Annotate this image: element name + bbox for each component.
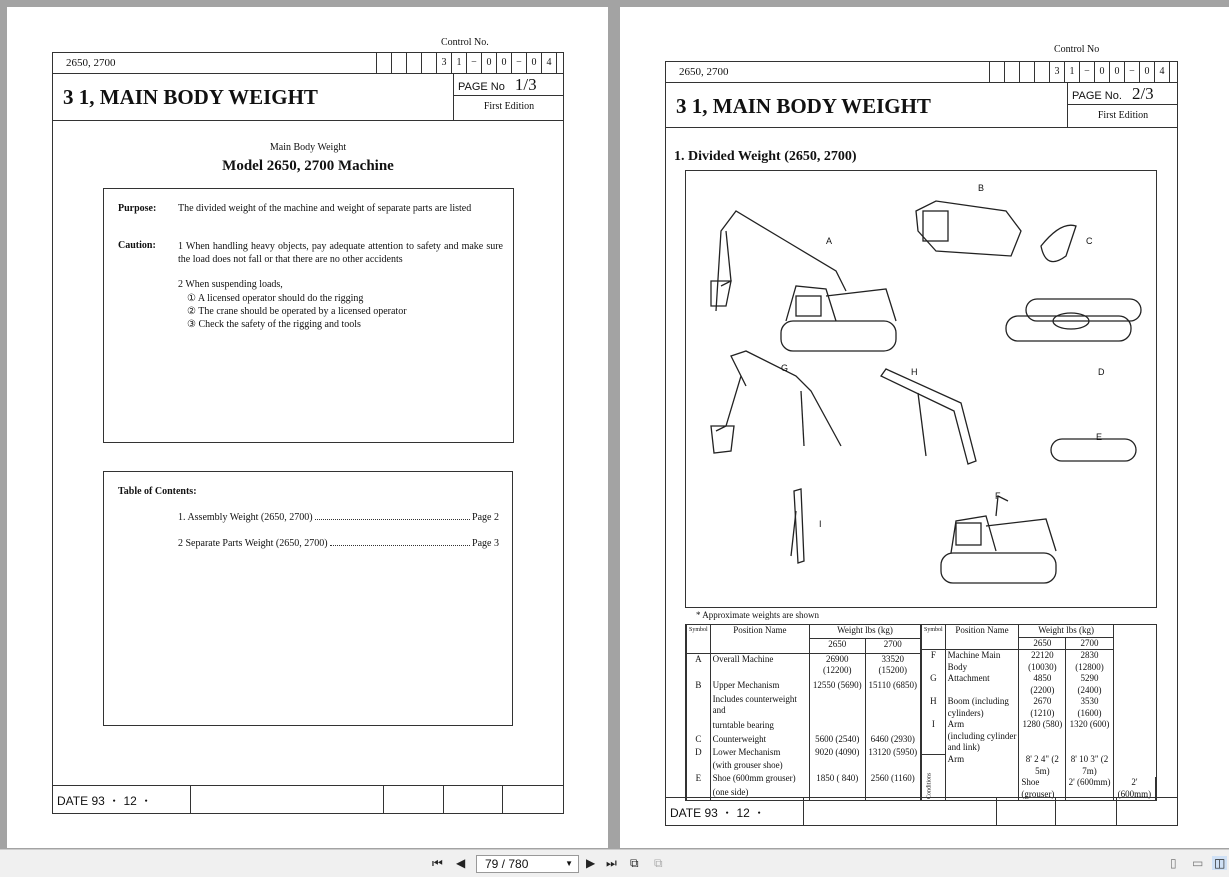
table-row: [687, 720, 921, 733]
figure-label-c: C: [1086, 236, 1093, 246]
caution-1: 1 When handling heavy objects, pay adequate attention to safety and make sure the load does not fall or that there are no other accidents: [178, 241, 503, 265]
control-digit-box: −: [467, 53, 482, 74]
weight-2700-cell: [865, 720, 921, 733]
name-cell: Shoe (600mm grouser): [710, 773, 809, 786]
figure-label-e: E: [1096, 432, 1103, 442]
model-2700-header: 2700: [865, 639, 921, 653]
control-digit-box: 3: [437, 53, 452, 74]
toc-page: Page 2: [472, 512, 499, 523]
weight-2650-cell: 2670 (1210): [1019, 696, 1066, 719]
weight-2650-cell: 2' (600mm): [1066, 777, 1114, 800]
name-cell: Arm: [945, 754, 1019, 777]
weight-2650-cell: 9020 (4090): [810, 747, 865, 760]
weights-table-left: [686, 625, 921, 800]
control-label: Control No: [1054, 44, 1100, 55]
name-cell: Upper Mechanism: [710, 680, 809, 693]
symbol-cell: B: [687, 680, 711, 693]
symbol-cell: D: [687, 747, 711, 760]
date-label: DATE 93 ・ 12 ・: [53, 786, 191, 813]
page-value: 1/3: [514, 75, 537, 94]
table-row: [922, 754, 1156, 777]
control-digit-box: −: [512, 53, 527, 74]
table-row: [687, 760, 921, 773]
last-page-icon[interactable]: ⏭: [606, 856, 617, 870]
overall-machine-drawing: [711, 211, 896, 351]
control-digit-box: 3: [1050, 62, 1065, 83]
date-row: [53, 785, 563, 813]
symbol-header: Symbol: [922, 625, 946, 650]
page-field: 79 / 780: [485, 857, 529, 871]
chevron-down-icon: ▼: [565, 859, 573, 868]
symbol-cell: G: [922, 673, 946, 696]
weights-table-right: [921, 625, 1156, 800]
weight-2700-cell: 2830 (12800): [1066, 650, 1114, 674]
weight-2700-cell: 3530 (1600): [1066, 696, 1114, 719]
pdf-page-left: [7, 7, 608, 848]
symbol-cell: C: [687, 734, 711, 747]
symbol-cell: [687, 720, 711, 733]
symbol-cell: [922, 731, 946, 754]
control-digit-box: 0: [1140, 62, 1155, 83]
conditions-label: Conditions: [922, 754, 946, 800]
weight-2650-cell: [810, 760, 865, 773]
name-cell: (including cylinder and link): [945, 731, 1019, 754]
edition: First Edition: [1097, 110, 1149, 121]
symbol-cell: H: [922, 696, 946, 719]
figure-label-a: A: [826, 236, 833, 246]
name-cell: turntable bearing: [710, 720, 809, 733]
purpose-label: Purpose:: [118, 203, 157, 214]
control-digit-box: 0: [482, 53, 497, 74]
upper-mechanism-drawing: [916, 201, 1021, 256]
subtitle: Main Body Weight: [269, 142, 347, 153]
symbol-header: Symbol: [687, 625, 711, 653]
viewer-toolbar: [0, 849, 1229, 877]
symbol-cell: [687, 760, 711, 773]
caution-2: 2 When suspending loads,: [178, 279, 283, 290]
first-page-icon[interactable]: ⏮: [432, 856, 443, 870]
table-row: [687, 747, 921, 760]
purpose-text: The divided weight of the machine and weight of separate parts are listed: [178, 203, 472, 214]
page-label: PAGE No.: [1072, 90, 1122, 102]
toc-page: Page 3: [472, 538, 499, 549]
copy-page-icon[interactable]: ⧉: [654, 856, 663, 870]
figure-label-b: B: [978, 183, 985, 193]
model-2650-header: 2650: [810, 639, 865, 653]
page-title: 3 1, MAIN BODY WEIGHT: [63, 85, 318, 109]
date-label: DATE 93 ・ 12 ・: [666, 798, 804, 825]
edition: First Edition: [483, 101, 535, 112]
toc-label: Table of Contents:: [118, 486, 197, 497]
control-digit-box: 0: [1095, 62, 1110, 83]
models-label: 2650, 2700: [679, 66, 729, 78]
name-cell: Arm: [945, 719, 1019, 731]
toc-text: 2 Separate Parts Weight (2650, 2700): [178, 538, 328, 549]
single-page-view-icon[interactable]: ▯: [1170, 856, 1177, 870]
symbol-cell: [687, 694, 711, 721]
caution-item: ③ Check the safety of the rigging and tools: [187, 319, 361, 330]
page-number-select[interactable]: [476, 855, 579, 873]
control-digit-box: 4: [1155, 62, 1170, 83]
control-digit-box: 0: [497, 53, 512, 74]
machine-main-body-drawing: [941, 496, 1056, 583]
attachment-drawing: [711, 351, 841, 453]
weight-2700-cell: [1066, 731, 1114, 754]
name-cell: Shoe (grouser): [1019, 777, 1066, 800]
name-cell: Boom (including cylinders): [945, 696, 1019, 719]
toc-box: [103, 471, 513, 726]
name-cell: (with grouser shoe): [710, 760, 809, 773]
page-frame: [52, 52, 564, 814]
approx-note: * Approximate weights are shown: [696, 610, 819, 620]
shoe-drawing: [1051, 439, 1136, 461]
symbol-cell: F: [922, 650, 946, 674]
caution-label: Caution:: [118, 240, 156, 251]
page-value: 2/3: [1131, 84, 1154, 103]
control-digit-box: −: [1080, 62, 1095, 83]
weight-2650-cell: [810, 720, 865, 733]
header-divider: [53, 53, 563, 121]
weight-2700-cell: 15110 (6850): [865, 680, 921, 693]
date-row: [666, 797, 1177, 825]
control-label: Control No.: [441, 37, 489, 48]
weight-2650-cell: 1280 (580): [1019, 719, 1066, 731]
table-row: [922, 650, 1156, 674]
name-cell: Lower Mechanism: [710, 747, 809, 760]
name-cell: Counterweight: [710, 734, 809, 747]
weight-2650-cell: 1850 ( 840): [810, 773, 865, 786]
weight-2700-cell: 6460 (2930): [865, 734, 921, 747]
table-row: [687, 653, 921, 680]
name-cell: Machine Main Body: [945, 650, 1019, 674]
figure-label-i: I: [819, 519, 822, 529]
weight-2650-cell: 12550 (5690): [810, 680, 865, 693]
toc-text: 1. Assembly Weight (2650, 2700): [178, 512, 313, 523]
weight-2650-cell: 26900 (12200): [810, 653, 865, 680]
figure-label-h: H: [911, 367, 918, 377]
position-header: Position Name: [710, 625, 809, 653]
table-row: [922, 696, 1156, 719]
name-cell: Overall Machine: [710, 653, 809, 680]
table-row: [687, 694, 921, 721]
figure-label-g: G: [781, 363, 789, 373]
table-row: [922, 731, 1156, 754]
weight-header: Weight lbs (kg): [810, 625, 921, 639]
table-row: [687, 680, 921, 693]
boom-drawing: [881, 369, 976, 464]
model-2650-header: 2650: [1019, 637, 1066, 650]
weight-2700-cell: 5290 (2400): [1066, 673, 1114, 696]
weight-2650-cell: [1019, 731, 1066, 754]
caution-2-list: [187, 292, 407, 331]
counterweight-drawing: [1041, 225, 1076, 261]
header-divider: [666, 62, 1177, 128]
position-header: Position Name: [945, 625, 1019, 650]
caution-item: ① A licensed operator should do the rigging: [187, 293, 364, 304]
models-label: 2650, 2700: [66, 57, 116, 69]
symbol-cell: A: [687, 653, 711, 680]
pdf-page-right: [620, 7, 1229, 848]
symbol-cell: E: [687, 773, 711, 786]
table-row: [922, 673, 1156, 696]
weight-2700-cell: 2560 (1160): [865, 773, 921, 786]
control-digit-box: −: [1125, 62, 1140, 83]
weight-header: Weight lbs (kg): [1019, 625, 1113, 637]
control-digit-box: 1: [1065, 62, 1080, 83]
weight-2700-cell: [865, 760, 921, 773]
weight-2700-cell: 1320 (600): [1066, 719, 1114, 731]
weights-table: [685, 624, 1157, 801]
weight-2700-cell: 8' 10 3" (2 7m): [1066, 754, 1114, 777]
weight-2700-cell: 33520 (15200): [865, 653, 921, 680]
name-cell: (one side): [710, 787, 809, 800]
name-cell: Includes counterweight and: [710, 694, 809, 721]
page-label: PAGE No: [458, 81, 505, 93]
heading: Model 2650, 2700 Machine: [222, 158, 394, 174]
table-row: [922, 719, 1156, 731]
control-digit-box: 0: [527, 53, 542, 74]
table-row: [687, 734, 921, 747]
control-digit-box: 0: [1110, 62, 1125, 83]
continuous-view-icon[interactable]: ▭: [1192, 856, 1204, 870]
weight-2700-cell: 13120 (5950): [865, 747, 921, 760]
toc-item[interactable]: [178, 538, 499, 549]
control-digit-box: 4: [542, 53, 557, 74]
symbol-cell: I: [922, 719, 946, 731]
lower-mechanism-drawing: [1006, 299, 1141, 341]
weight-2700-cell: [865, 694, 921, 721]
control-digit-box: 1: [452, 53, 467, 74]
figure-label-f: F: [995, 491, 1001, 501]
weight-2650-cell: 4850 (2200): [1019, 673, 1066, 696]
two-page-view-icon[interactable]: ◫: [1214, 856, 1226, 870]
name-cell: Attachment: [945, 673, 1019, 696]
page-frame: [665, 61, 1178, 826]
weight-2650-cell: 5600 (2540): [810, 734, 865, 747]
figure-label-d: D: [1098, 367, 1105, 377]
exploded-diagram: [685, 170, 1157, 608]
weight-2650-cell: 8' 2 4" (2 5m): [1019, 754, 1066, 777]
model-2700-header: 2700: [1066, 637, 1114, 650]
weight-2650-cell: [810, 694, 865, 721]
weight-2700-cell: 2' (600mm): [1113, 777, 1155, 800]
next-page-icon[interactable]: ▶: [586, 856, 596, 870]
page-title: 3 1, MAIN BODY WEIGHT: [676, 94, 931, 118]
weight-2650-cell: 22120 (10030): [1019, 650, 1066, 674]
purpose-box: [103, 188, 514, 443]
rotate-page-icon[interactable]: ⧉: [630, 856, 639, 870]
prev-page-icon[interactable]: ◀: [456, 856, 466, 870]
arm-drawing: [791, 489, 804, 563]
caution-item: ② The crane should be operated by a licensed operator: [187, 306, 407, 317]
section-heading: 1. Divided Weight (2650, 2700): [674, 149, 857, 164]
toc-item[interactable]: [178, 512, 499, 523]
table-row: [687, 773, 921, 786]
